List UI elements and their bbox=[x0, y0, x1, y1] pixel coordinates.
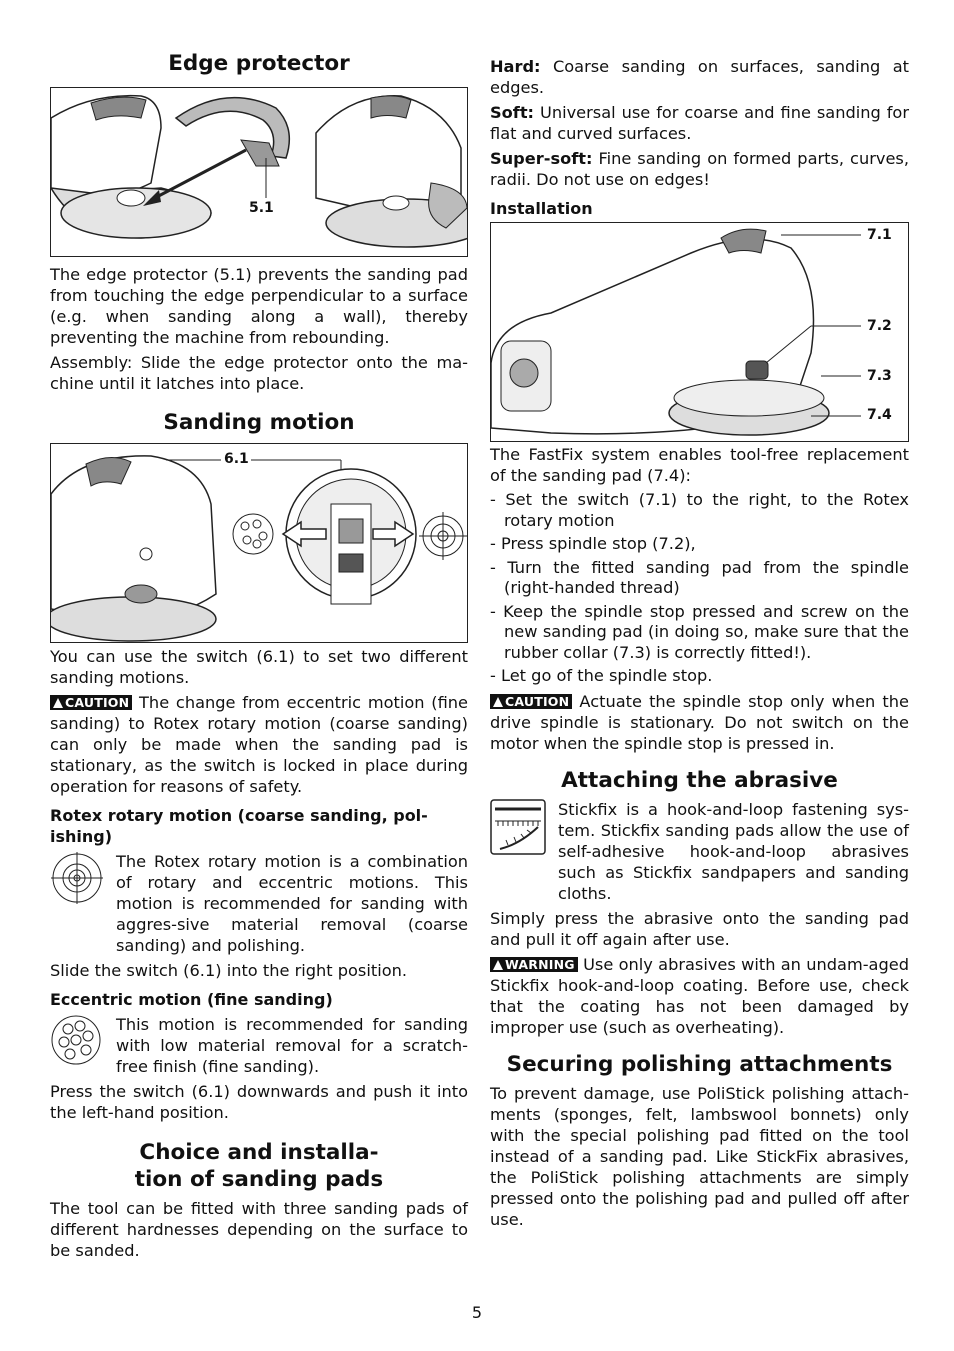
supersoft-pad-text: Super-soft: Fine sanding on formed parts, curves, radii. Do not use on edges! bbox=[490, 149, 909, 189]
choice-description: The tool can be fitted with three sanding pads of different hardnesses depending on the surface to be sanded. bbox=[50, 1199, 468, 1260]
callout-7-2: 7.2 bbox=[867, 318, 892, 334]
rotex-instruction: Slide the switch (6.1) into the right position. bbox=[50, 961, 408, 980]
sanding-motion-figure bbox=[50, 443, 468, 643]
page-number: 5 bbox=[471, 1303, 483, 1322]
rotex-description: The Rotex rotary motion is a combination of rotary and eccentric motions. This motion is recommended for sanding with aggres-sive material removal (coarse sanding) and polishing. bbox=[116, 852, 468, 955]
callout-6-1: 6.1 bbox=[224, 451, 249, 467]
installation-heading: Installation bbox=[490, 199, 593, 218]
edge-protector-illustration bbox=[51, 88, 467, 256]
installation-illustration bbox=[491, 223, 908, 441]
list-item: - Press spindle stop (7.2), bbox=[490, 534, 696, 553]
warning-badge: WARNING bbox=[490, 957, 578, 972]
sanding-motion-caution: CAUTION The change from eccentric motion (fine sanding) to Rotex rotary motion (coarse sanding) can only be made when the sanding pad is stationary, as the switch is locked in place during operation for reasons of safety. bbox=[50, 693, 468, 796]
callout-5-1: 5.1 bbox=[249, 200, 274, 216]
rotex-motion-icon bbox=[50, 851, 108, 956]
caution-badge: CAUTION bbox=[490, 694, 572, 709]
callout-7-1: 7.1 bbox=[867, 227, 892, 243]
edge-protector-figure bbox=[50, 87, 468, 257]
rotex-info bbox=[50, 851, 468, 956]
callout-7-3: 7.3 bbox=[867, 368, 892, 384]
caution-badge: CAUTION bbox=[50, 695, 132, 710]
eccentric-motion-icon bbox=[50, 1014, 108, 1077]
sanding-motion-intro: You can use the switch (6.1) to set two different sanding motions. bbox=[50, 647, 468, 687]
stickfix-info bbox=[490, 799, 909, 904]
warning-triangle-icon bbox=[493, 960, 503, 970]
warning-triangle-icon bbox=[493, 697, 503, 707]
sanding-motion-illustration bbox=[51, 444, 467, 642]
soft-pad-text: Soft: Universal use for coarse and fine sanding for flat and curved surfaces. bbox=[490, 103, 909, 143]
eccentric-heading: Eccentric motion (fine sanding) bbox=[50, 990, 333, 1009]
abrasive-warning: WARNING Use only abrasives with an undam-aged Stickfix hook-and-loop coating. Before use, check that the coating has not been damaged by improper use (such as overheating). bbox=[490, 954, 909, 1037]
right-column bbox=[490, 56, 909, 1230]
list-item: - Let go of the spindle stop. bbox=[490, 666, 713, 685]
choice-heading: Choice and installa- tion of sanding pads bbox=[134, 1140, 384, 1192]
polishing-description: To prevent damage, use PoliStick polishing attach-ments (sponges, felt, lambswool bonnets) only with the special polishing pad fitted on the tool instead of a sanding pad. Like StickFix abrasives, the PoliStick polishing attachments are simply pressed onto the polishing pad and pulled off after use. bbox=[490, 1083, 909, 1229]
fastfix-description: The FastFix system enables tool-free replacement of the sanding pad (7.4): bbox=[490, 445, 909, 485]
eccentric-info bbox=[50, 1014, 468, 1077]
abrasive-press-text: Simply press the abrasive onto the sanding pad and pull it off again after use. bbox=[490, 908, 909, 949]
list-item: - Keep the spindle stop pressed and screw on the new sanding pad (in doing so, make sure that the rubber collar (7.3) is correctly fitted!). bbox=[490, 601, 909, 662]
sanding-motion-heading: Sanding motion bbox=[163, 410, 355, 435]
installation-steps bbox=[490, 490, 909, 687]
eccentric-instruction: Press the switch (6.1) downwards and push it into the left-hand position. bbox=[50, 1082, 468, 1122]
edge-protector-description: The edge protector (5.1) prevents the sanding pad from touching the edge perpendicular to a surface (e.g. when sanding along a wall), thereby preventing the machine from rebounding. bbox=[50, 265, 468, 347]
attaching-abrasive-heading: Attaching the abrasive bbox=[561, 767, 838, 793]
eccentric-description: This motion is recommended for sanding with low material removal for a scratch-free finish (fine sanding). bbox=[116, 1015, 468, 1076]
list-item: - Turn the fitted sanding pad from the spindle (right-handed thread) bbox=[490, 557, 909, 597]
left-column bbox=[50, 50, 468, 1261]
list-item: - Set the switch (7.1) to the right, to the Rotex rotary motion bbox=[490, 490, 909, 530]
stickfix-description: Stickfix is a hook-and-loop fastening sys-tem. Stickfix sanding pads allow the use of self-adhesive hook-and-loop abrasives such as Stickfix sandpapers and sanding cloths. bbox=[558, 799, 909, 903]
stickfix-icon bbox=[490, 799, 550, 904]
warning-triangle-icon bbox=[53, 698, 63, 708]
edge-protector-assembly: Assembly: Slide the edge protector onto the ma-chine until it latches into place. bbox=[50, 353, 468, 393]
hard-pad-text: Hard: Coarse sanding on surfaces, sanding at edges. bbox=[490, 57, 909, 97]
callout-7-4: 7.4 bbox=[867, 407, 892, 423]
rotex-heading: Rotex rotary motion (coarse sanding, pol-ishing) bbox=[50, 806, 428, 846]
edge-protector-heading: Edge protector bbox=[168, 51, 350, 76]
spindle-caution: CAUTION Actuate the spindle stop only when the drive spindle is stationary. Do not switch on the motor when the spindle stop is pressed in. bbox=[490, 691, 909, 753]
polishing-heading: Securing polishing attachments bbox=[506, 1051, 893, 1077]
installation-figure bbox=[490, 222, 909, 442]
